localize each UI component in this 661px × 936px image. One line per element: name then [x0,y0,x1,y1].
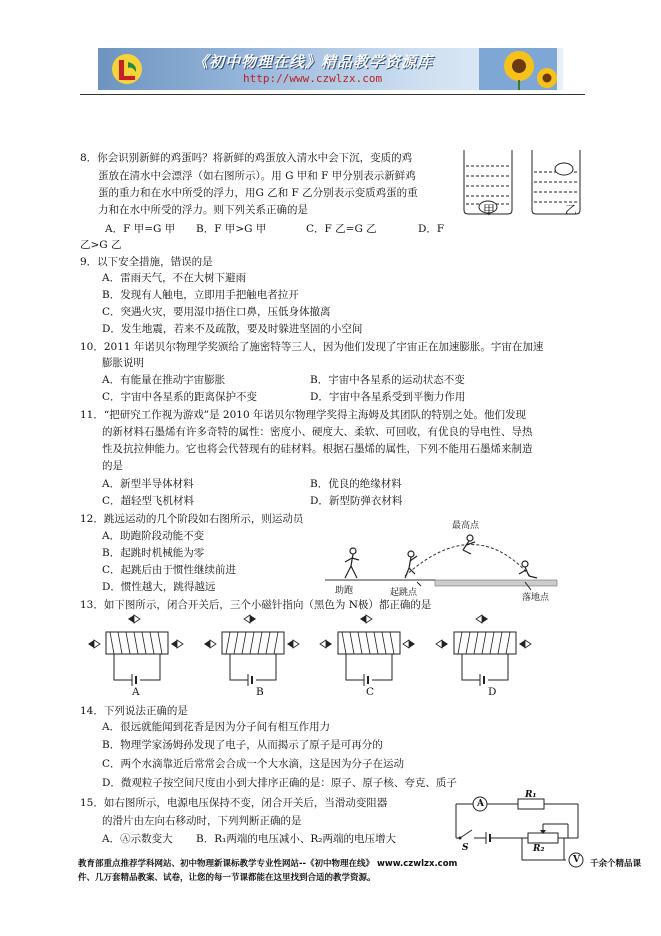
q12-option-c: C．起跳后由于惯性继续前进 [102,564,237,576]
q8-option-c: C．F 乙=G 乙 [306,223,377,235]
site-logo-icon [110,52,144,86]
label-landing-point: 落地点 [522,593,550,603]
q9-option-a: A．雷雨天气，不在大树下避雨 [102,272,247,284]
sunflower-icon [479,48,557,90]
q10-option-a: A．有能量在推动宇宙膨胀 [102,374,226,386]
q10-line1: 10．2011 年诺贝尔物理学奖颁给了施密特等三人，因为他们发现了宇宙正在加速膨胀。宇宙在加速 [80,341,544,353]
q8-option-b: B．F 甲>G 甲 [196,223,267,235]
q13-label-a: A [132,686,140,698]
r2-label: R₂ [533,844,545,854]
q8-option-d: D．F [418,223,445,235]
q13-label-b: B [256,686,264,698]
q10-line2: 膨胀说明 [102,357,144,369]
solenoid-circuit-b [204,615,299,686]
solenoid-circuit-d [436,615,531,686]
q8-line4: 力和在水中所受的浮力。则下列关系正确的是 [98,204,308,216]
r1-label: R₁ [525,790,537,800]
q8-option-a: A．F 甲=G 甲 [105,223,176,235]
footer-line1-end: 千余个精品课 [590,859,642,869]
q14-stem: 14．下列说法正确的是 [80,705,188,717]
ammeter-label: A [477,799,484,809]
label-takeoff-point: 起跳点 [390,588,418,598]
q14-option-a: A．很远就能闻到花香是因为分子间有相互作用力 [102,721,331,733]
footer-line2: 件、几万套精品教案、试卷，让您的每一节课都能在这里找到合适的教学资源。 [78,873,376,883]
q10-option-c: C．宇宙中各星系的距离保护不变 [102,391,258,403]
q8-line1: 8．你会识别新鲜的鸡蛋吗？将新鲜的鸡蛋放入清水中会下沉，变质的鸡 [80,152,413,164]
banner-url[interactable]: http://www.czwlzx.com [243,72,383,85]
header-rule [80,94,585,95]
switch-label: S [462,843,469,853]
q12-option-a: A．助跑阶段动能不变 [102,530,205,542]
q13-label-d: D [488,686,497,698]
q13-stem: 13．如下图所示，闭合开关后，三个小磁针指向（黑色为 N极）都正确的是 [80,599,432,611]
q15-option-a: A．Ⓐ示数变大 [102,833,173,845]
q11-line1: 11．“把研究工作视为游戏”是 2010 年诺贝尔物理学奖得主海姆及其团队的特别之处。他们发现 [80,409,526,421]
q12-option-d: D．惯性越大，跳得越远 [102,581,216,593]
label-jia: 甲 [483,203,496,217]
q8-option-d-cont: 乙>G 乙 [80,239,122,251]
switch-icon [460,830,472,838]
q10-option-d: D．宇宙中各星系受到平衡力作用 [310,391,466,403]
label-yi: 乙 [565,203,578,217]
label-highest-point: 最高点 [452,521,480,531]
q11-line2: 的新材料石墨烯有许多奇特的属性：密度小、硬度大、柔软、可回收，有优良的导电性、导热 [102,426,533,438]
header-banner [98,48,563,90]
q13-solenoid-figures [88,612,548,712]
q8-line3: 蛋的重力和在水中所受的浮力，用G 乙和 F 乙分别表示变质鸡蛋的重 [98,187,418,199]
solenoid-circuit-c [320,615,415,686]
q11-line3: 性及抗拉伸能力。它也将会代替现有的硅材料。根据石墨烯的属性，下列不能用石墨烯来制造 [102,443,533,455]
q9-stem: 9．以下安全措施，错误的是 [80,256,213,268]
q9-option-c: C．突遇火灾，要用湿巾捂住口鼻，压低身体撤离 [102,306,331,318]
q11-option-c: C．超轻型飞机材料 [102,495,195,507]
solenoid-circuit-a [88,615,183,686]
q12-stem: 12．跳远运动的几个阶段如右图所示，则运动员 [80,513,304,525]
q9-option-b: B．发现有人触电，立即用手把触电者拉开 [102,289,299,301]
jumper-landing-icon [519,561,537,578]
q11-option-a: A．新型半导体材料 [102,478,194,490]
q13-label-c: C [366,686,375,698]
q15-option-b: B．R₁两端的电压减小、R₂两端的电压增大 [196,833,396,845]
q11-line4: 的是 [102,460,123,472]
q10-option-b: B．宇宙中各星系的运动状态不变 [310,374,465,386]
runner-icon [345,548,359,578]
q9-option-d: D．发生地震，若来不及疏散，要及时躲进坚固的小空间 [102,323,363,335]
jumper-takeoff-icon [405,551,417,578]
voltmeter-label: V [573,855,580,865]
q11-option-b: B．优良的绝缘材料 [310,478,402,490]
q14-option-d: D．微观粒子按空间尺度由小到大排序正确的是：原子、原子核、夸克、质子 [102,777,457,789]
q14-option-b: B．物理学家汤姆孙发现了电子，从而揭示了原子是可再分的 [102,739,383,751]
q15-line2: 的滑片由左向右移动时，下列判断正确的是 [102,815,302,827]
footer-line1: 教育部重点推荐学科网站、初中物理新课标教学专业性网站--《初中物理在线》 www.czwlzx.com [78,859,458,869]
q14-option-c: C．两个水滴靠近后常常会合成一个大水滴，这是因为分子在运动 [102,758,405,770]
q11-option-d: D．新型防弹衣材料 [310,495,403,507]
q12-option-b: B．起跳时机械能为零 [102,547,205,559]
label-run-up: 助跑 [335,586,354,596]
q8-line2: 蛋放在清水中会漂浮（如右图所示）。用 G 甲和 F 甲分别表示新鲜鸡 [98,170,416,182]
banner-title: 《初中物理在线》精品教学资源库 [193,53,434,71]
q15-line1: 15．如右图所示，电源电压保持不变，闭合开关后，当滑动变阻器 [80,797,388,809]
